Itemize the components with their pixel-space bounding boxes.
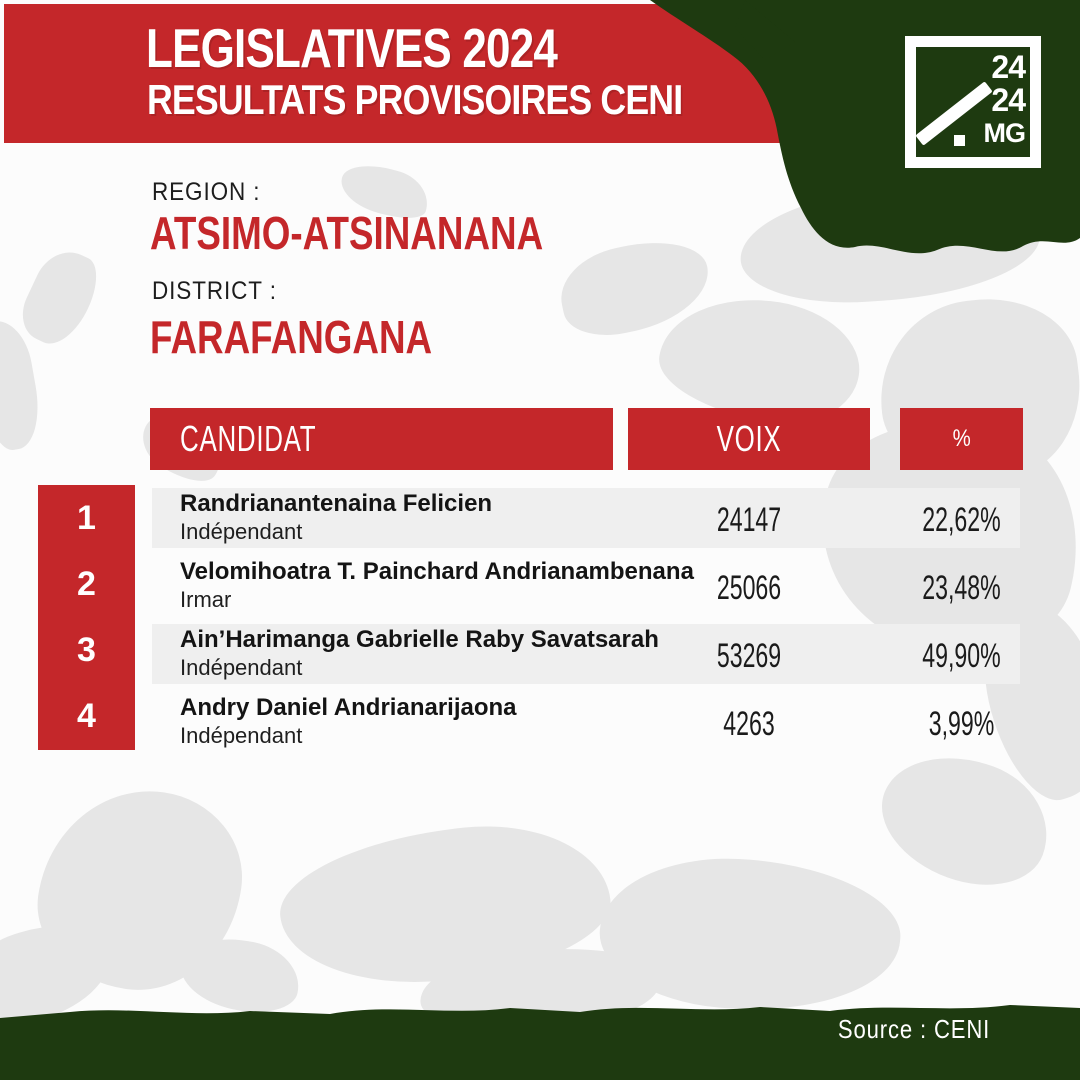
- candidate-votes: 25066: [716, 569, 782, 607]
- logo-text-top: 24: [991, 49, 1025, 85]
- candidate-party: Indépendant: [180, 519, 303, 544]
- page-title: LEGISLATIVES 2024: [146, 17, 558, 79]
- brand-logo: [905, 36, 1041, 168]
- candidate-percent: 49,90%: [922, 637, 1001, 675]
- district-label: DISTRICT :: [152, 277, 277, 305]
- candidate-votes: 53269: [716, 637, 782, 675]
- rank-column: [38, 485, 135, 750]
- candidate-party: Indépendant: [180, 723, 303, 748]
- candidate-party: Irmar: [180, 587, 232, 612]
- candidate-votes: 24147: [716, 501, 782, 539]
- region-value: ATSIMO-ATSINANANA: [150, 207, 544, 259]
- candidate-percent: 22,62%: [922, 501, 1001, 539]
- brand-logo-inner: [916, 47, 1030, 157]
- candidate-votes: 4263: [723, 705, 775, 743]
- candidate-party: Indépendant: [180, 655, 303, 680]
- column-header-votes-label: VOIX: [716, 418, 782, 459]
- candidate-name: Velomihoatra T. Painchard Andrianambenana: [180, 558, 694, 585]
- column-header-percent: [900, 408, 1023, 470]
- logo-dot-icon: [954, 135, 965, 146]
- table-row: [152, 692, 1020, 752]
- candidate-percent: 3,99%: [928, 705, 995, 743]
- rank-number: 4: [77, 697, 96, 736]
- rank-number: 3: [77, 631, 96, 670]
- page-subtitle: RESULTATS PROVISOIRES CENI: [147, 76, 683, 123]
- table-row: [152, 488, 1020, 548]
- logo-text-suffix: MG: [983, 118, 1025, 148]
- candidate-name: Andry Daniel Andrianarijaona: [180, 694, 517, 721]
- candidate-name: Ain’Harimanga Gabrielle Raby Savatsarah: [180, 626, 659, 653]
- candidate-percent: 23,48%: [922, 569, 1001, 607]
- table-row: [152, 624, 1020, 684]
- candidate-name: Randrianantenaina Felicien: [180, 490, 493, 517]
- column-header-votes: [628, 408, 870, 470]
- table-row: [152, 556, 1020, 616]
- column-header-candidate: [150, 408, 613, 470]
- rank-number: 2: [77, 564, 96, 603]
- district-value: FARAFANGANA: [150, 311, 433, 363]
- column-header-percent-label: %: [952, 425, 971, 452]
- texture-blob: [13, 242, 108, 353]
- logo-text-bottom: 24: [991, 82, 1025, 118]
- column-header-candidate-label: CANDIDAT: [180, 418, 317, 459]
- region-label: REGION :: [152, 178, 261, 206]
- rank-number: 1: [77, 498, 96, 537]
- source-credit: Source : CENI: [837, 1014, 990, 1044]
